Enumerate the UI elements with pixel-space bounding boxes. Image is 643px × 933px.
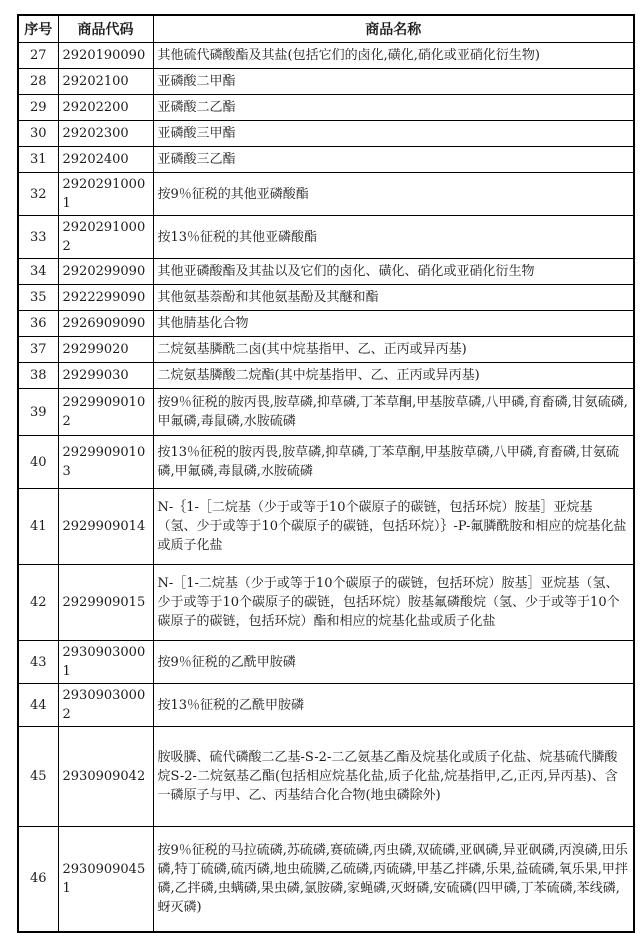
serial-number-cell: 35 — [18, 285, 58, 311]
serial-number-cell: 31 — [18, 147, 58, 173]
commodity-code-cell: 2920299090 — [58, 259, 153, 285]
commodity-name-cell: 按9％征税的胺丙畏,胺草磷,抑草磷,丁苯草酮,甲基胺草磷,八甲磷,育畜磷,甘氨硫磷,甲氟磷,毒鼠磷,水胺硫磷 — [153, 389, 634, 436]
serial-number-cell: 46 — [18, 827, 58, 932]
commodity-code-cell: 2920190090 — [58, 43, 153, 69]
serial-number-cell: 28 — [18, 69, 58, 95]
table-row — [18, 641, 634, 684]
table-row — [18, 389, 634, 436]
header-commodity-name: 商品名称 — [153, 15, 634, 43]
serial-number-cell: 42 — [18, 565, 58, 641]
commodity-code-cell: 2930909042 — [58, 727, 153, 827]
serial-number-cell: 34 — [18, 259, 58, 285]
serial-number-cell: 39 — [18, 389, 58, 436]
commodity-code-cell: 29202100 — [58, 69, 153, 95]
table-row — [18, 285, 634, 311]
table-row — [18, 337, 634, 363]
commodity-name-cell: 按13％征税的胺丙畏,胺草磷,抑草磷,丁苯草酮,甲基胺草磷,八甲磷,育畜磷,甘氨硫磷,甲氟磷,毒鼠磷,水胺硫磷 — [153, 436, 634, 489]
commodity-name-cell: 其他腈基化合物 — [153, 311, 634, 337]
table-row — [18, 216, 634, 259]
commodity-name-cell: 按13％征税的其他亚磷酸酯 — [153, 216, 634, 259]
serial-number-cell: 27 — [18, 43, 58, 69]
commodity-code-cell: 29309090451 — [58, 827, 153, 932]
table-row — [18, 727, 634, 827]
commodity-code-cell: 29202910001 — [58, 173, 153, 216]
commodity-name-cell: 其他硫代磷酸酯及其盐(包括它们的卤化,磺化,硝化或亚硝化衍生物) — [153, 43, 634, 69]
table-row — [18, 311, 634, 337]
commodity-name-cell: 二烷氨基膦酸二烷酯(其中烷基指甲、乙、正丙或异丙基) — [153, 363, 634, 389]
serial-number-cell: 38 — [18, 363, 58, 389]
commodity-code-cell: 2929909015 — [58, 565, 153, 641]
table-row — [18, 489, 634, 565]
table-row — [18, 363, 634, 389]
commodity-name-cell: N-｛1-［二烷基（少于或等于10个碳原子的碳链，包括环烷）胺基］亚烷基（氢、少于或等于10个碳原子的碳链，包括环烷）｝-P-氟膦酰胺和相应的烷基化盐或质子化盐 — [153, 489, 634, 565]
serial-number-cell: 41 — [18, 489, 58, 565]
serial-number-cell: 29 — [18, 95, 58, 121]
serial-number-cell: 36 — [18, 311, 58, 337]
commodity-code-cell: 29299090103 — [58, 436, 153, 489]
commodity-code-cell: 29309030002 — [58, 684, 153, 727]
commodity-code-cell: 29299090102 — [58, 389, 153, 436]
commodity-name-cell: N-［1-二烷基（少于或等于10个碳原子的碳链，包括环烷）胺基］亚烷基（氢、少于或等于10个碳原子的碳链，包括环烷）胺基氟磷酸烷（氢、少于或等于10个碳原子的碳链，包括环烷）酯和相应的烷基化盐或质子化盐 — [153, 565, 634, 641]
commodity-code-cell: 29299020 — [58, 337, 153, 363]
commodity-code-cell: 29309030001 — [58, 641, 153, 684]
commodity-name-cell: 二烷氨基膦酰二卤(其中烷基指甲、乙、正丙或异丙基) — [153, 337, 634, 363]
table-row — [18, 259, 634, 285]
serial-number-cell: 30 — [18, 121, 58, 147]
commodity-code-table — [17, 14, 635, 933]
header-commodity-code: 商品代码 — [58, 15, 153, 43]
commodity-code-document-page — [17, 14, 635, 933]
commodity-code-cell: 2922299090 — [58, 285, 153, 311]
commodity-name-cell: 胺吸膦、硫代磷酸二乙基-S-2-二乙氨基乙酯及烷基化或质子化盐、烷基硫代膦酸烷S-2-二烷氨基乙酯(包括相应烷基化盐,质子化盐,烷基指甲,乙,正丙,异丙基)、含一磷原子与甲、乙、丙基结合化合物(地虫磷除外) — [153, 727, 634, 827]
commodity-name-cell: 其他亚磷酸酯及其盐以及它们的卤化、磺化、硝化或亚硝化衍生物 — [153, 259, 634, 285]
serial-number-cell: 32 — [18, 173, 58, 216]
commodity-name-cell: 亚磷酸三乙酯 — [153, 147, 634, 173]
commodity-code-cell: 29202200 — [58, 95, 153, 121]
header-serial-number: 序号 — [18, 15, 58, 43]
table-row — [18, 173, 634, 216]
serial-number-cell: 43 — [18, 641, 58, 684]
serial-number-cell: 40 — [18, 436, 58, 489]
commodity-code-cell: 2926909090 — [58, 311, 153, 337]
commodity-code-cell: 2929909014 — [58, 489, 153, 565]
table-row — [18, 436, 634, 489]
table-header — [18, 15, 634, 43]
commodity-code-cell: 29202300 — [58, 121, 153, 147]
commodity-name-cell: 亚磷酸三甲酯 — [153, 121, 634, 147]
header-row — [18, 15, 634, 43]
table-row — [18, 121, 634, 147]
table-row — [18, 69, 634, 95]
commodity-name-cell: 亚磷酸二乙酯 — [153, 95, 634, 121]
commodity-name-cell: 按9％征税的马拉硫磷,苏硫磷,赛硫磷,丙虫磷,双硫磷,亚砜磷,异亚砜磷,丙溴磷,田乐磷,特丁硫磷,硫丙磷,地虫硫膦,乙硫磷,丙硫磷,甲基乙拌磷,乐果,益硫磷,氧乐果,甲拌磷,乙拌磷,虫螨磷,果虫磷,氯胺磷,家蝇磷,灭蚜磷,安硫磷(四甲磷,丁苯硫磷,苯线磷,蚜灭磷) — [153, 827, 634, 932]
table-row — [18, 147, 634, 173]
commodity-name-cell: 按9％征税的乙酰甲胺磷 — [153, 641, 634, 684]
commodity-code-cell: 29202400 — [58, 147, 153, 173]
table-row — [18, 827, 634, 932]
table-row — [18, 95, 634, 121]
serial-number-cell: 45 — [18, 727, 58, 827]
table-row — [18, 565, 634, 641]
commodity-code-cell: 29202910002 — [58, 216, 153, 259]
table-row — [18, 43, 634, 69]
table-row — [18, 684, 634, 727]
commodity-name-cell: 按9％征税的其他亚磷酸酯 — [153, 173, 634, 216]
commodity-code-cell: 29299030 — [58, 363, 153, 389]
commodity-name-cell: 亚磷酸二甲酯 — [153, 69, 634, 95]
table-body — [18, 43, 634, 932]
serial-number-cell: 33 — [18, 216, 58, 259]
serial-number-cell: 44 — [18, 684, 58, 727]
commodity-name-cell: 按13％征税的乙酰甲胺磷 — [153, 684, 634, 727]
serial-number-cell: 37 — [18, 337, 58, 363]
commodity-name-cell: 其他氨基萘酚和其他氨基酚及其醚和酯 — [153, 285, 634, 311]
